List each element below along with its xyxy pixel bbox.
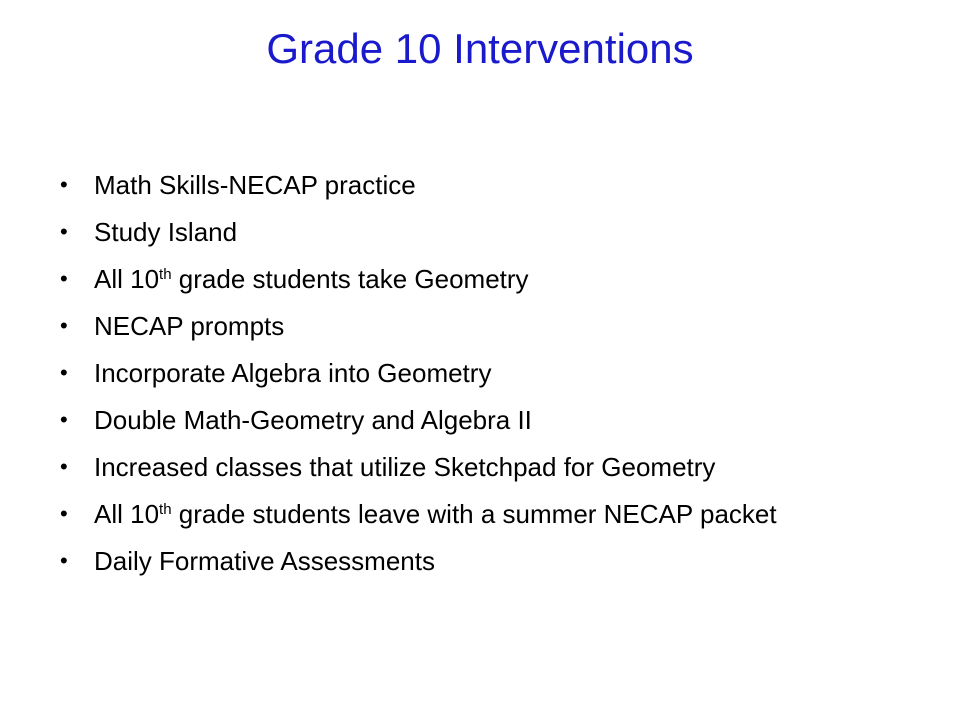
- bullet-text: Daily Formative Assessments: [94, 546, 435, 576]
- bullet-item: [58, 452, 918, 482]
- bullet-text: Double Math-Geometry and Algebra II: [94, 405, 532, 435]
- bullet-icon: •: [60, 219, 68, 244]
- ordinal-suffix: th: [159, 266, 172, 283]
- bullet-icon: •: [60, 548, 68, 573]
- bullet-item: [58, 358, 918, 388]
- bullet-icon: •: [60, 266, 68, 291]
- bullet-icon: •: [60, 172, 68, 197]
- bullet-list: [58, 170, 918, 593]
- bullet-text: Study Island: [94, 217, 238, 247]
- bullet-text: Increased classes that utilize Sketchpad for Geometry: [94, 452, 716, 482]
- slide-title: Grade 10 Interventions: [266, 25, 694, 72]
- bullet-item: [58, 499, 918, 529]
- bullet-item: [58, 217, 918, 247]
- bullet-icon: •: [60, 313, 68, 338]
- bullet-icon: •: [60, 454, 68, 479]
- bullet-item: [58, 264, 918, 294]
- bullet-text-continued: grade students take Geometry: [171, 264, 529, 294]
- bullet-text: Math Skills-NECAP practice: [94, 170, 416, 200]
- bullet-text: NECAP prompts: [94, 311, 285, 341]
- bullet-text: All 10: [94, 264, 160, 294]
- bullet-item: [58, 405, 918, 435]
- bullet-text: All 10: [94, 499, 160, 529]
- bullet-text-continued: grade students leave with a summer NECAP packet: [171, 499, 777, 529]
- bullet-icon: •: [60, 360, 68, 385]
- bullet-icon: •: [60, 501, 68, 526]
- bullet-item: [58, 546, 918, 576]
- ordinal-suffix: th: [159, 501, 172, 518]
- bullet-icon: •: [60, 407, 68, 432]
- bullet-text: Incorporate Algebra into Geometry: [94, 358, 492, 388]
- bullet-item: [58, 170, 918, 200]
- bullet-item: [58, 311, 918, 341]
